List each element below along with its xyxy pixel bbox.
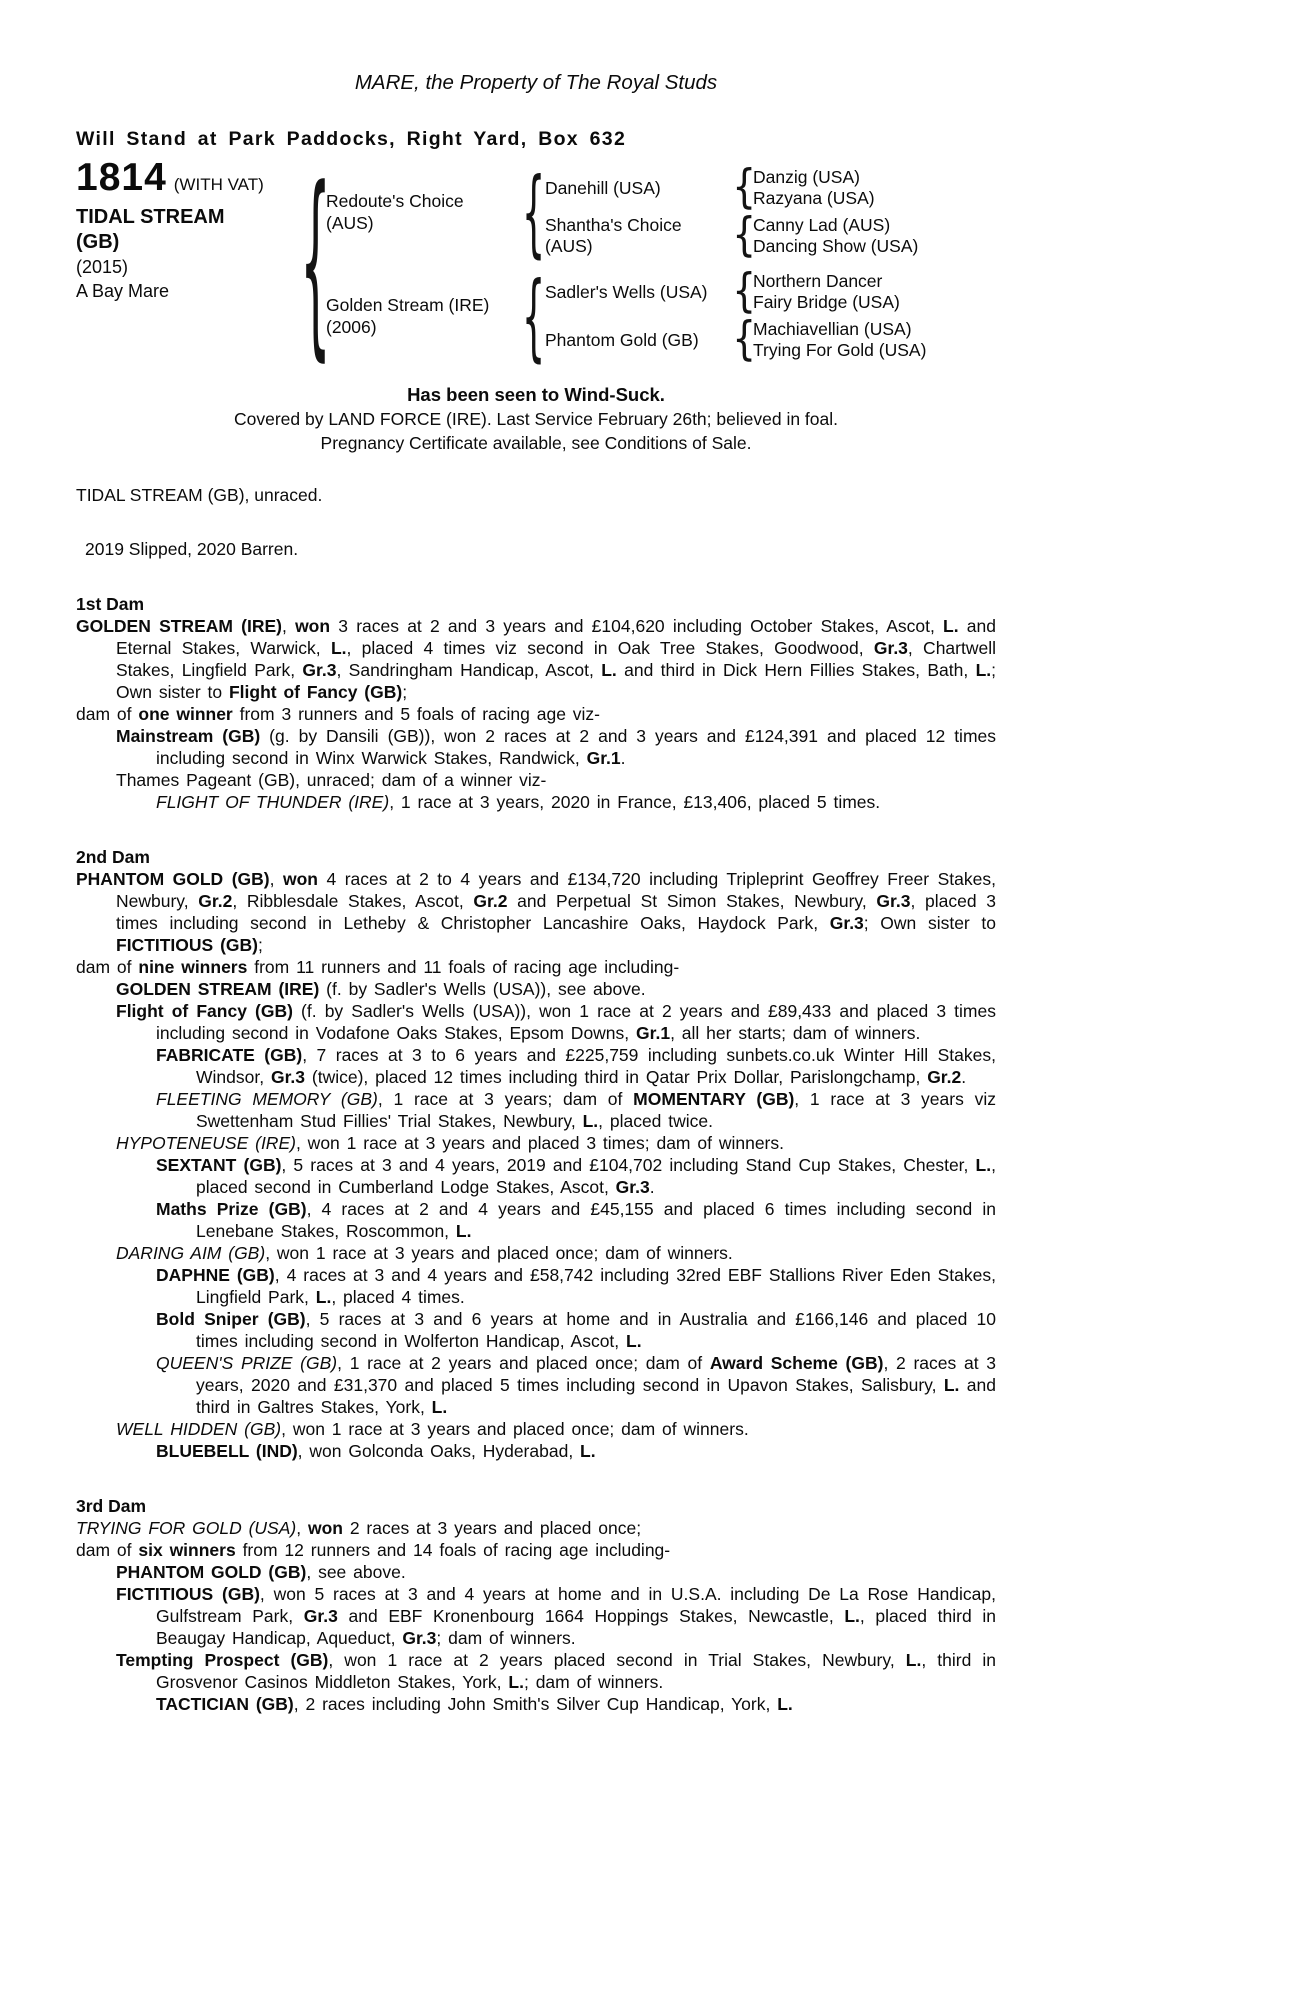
pedigree-paragraph: DAPHNE (GB), 4 races at 3 and 4 years and £58,742 including 32red EBF Stallions River Eden Stakes, Lingfield Park, L., placed 4 times. <box>156 1265 996 1307</box>
sire-grandparents <box>539 162 918 262</box>
pedigree-paragraph: FICTITIOUS (GB), won 5 races at 3 and 4 years at home and in U.S.A. including De La Rose Handicap, Gulfstream Park, Gr.3 and EBF Kronenbourg 1664 Hoppings Stakes, Newcastle, L., placed third in Beaugay Handicap, Aqueduct, Gr.3; dam of winners. <box>116 1584 997 1648</box>
great-grandparent-name: Danzig (USA) <box>753 167 860 187</box>
dam-grandparents <box>539 266 926 366</box>
foaling-year: (2015) <box>76 257 129 277</box>
page-title: MARE, the Property of The Royal Studs <box>354 71 718 94</box>
grandsire-name: Danehill (USA) <box>545 177 661 198</box>
horse-name-line2: (GB) <box>76 231 120 253</box>
damsire-brace: { <box>732 264 757 319</box>
horse-name-line1: TIDAL STREAM <box>76 206 225 228</box>
great-grandparent-name: Machiavellian (USA) <box>753 319 912 339</box>
pedigree-paragraph: BLUEBELL (IND), won Golconda Oaks, Hyderabad, L. <box>156 1441 596 1461</box>
pedigree-paragraph: TACTICIAN (GB), 2 races including John Smith's Silver Cup Handicap, York, L. <box>156 1694 793 1714</box>
sire-name-line2: (AUS) <box>326 213 374 233</box>
pedigree-paragraph: DARING AIM (GB), won 1 race at 3 years and placed once; dam of winners. <box>116 1243 733 1263</box>
race-record: TIDAL STREAM (GB), unraced. <box>76 485 323 505</box>
great-grandparent-name: Trying For Gold (USA) <box>753 340 927 360</box>
grandsire-branch <box>539 160 918 215</box>
great-grandparent-name: Dancing Show (USA) <box>753 236 919 256</box>
lot-number: 1814 <box>76 156 167 199</box>
covering-note: Covered by LAND FORCE (IRE). Last Service February 26th; believed in foal. <box>234 409 838 429</box>
pedigree-paragraph: dam of one winner from 3 runners and 5 foals of racing age viz- <box>76 704 601 724</box>
pedigree-paragraph: SEXTANT (GB), 5 races at 3 and 4 years, 2019 and £104,702 including Stand Cup Stakes, Chester, L., placed second in Cumberland Lodge Stakes, Ascot, Gr.3. <box>156 1155 996 1197</box>
granddam-branch <box>539 312 927 367</box>
pedigree-paragraph: FLIGHT OF THUNDER (IRE), 1 race at 3 years, 2020 in France, £13,406, placed 5 times. <box>156 792 881 812</box>
pedigree-paragraph: Thames Pageant (GB), unraced; dam of a winner viz- <box>116 770 547 790</box>
sire-name <box>320 190 520 234</box>
lot-info <box>76 158 298 303</box>
sire-granddam-branch <box>539 208 919 263</box>
great-grandparent-name: Canny Lad (AUS) <box>753 215 891 235</box>
dam-section-heading: 2nd Dam <box>76 847 150 867</box>
stand-location-line: Will Stand at Park Paddocks, Right Yard, Box 632 <box>76 128 627 150</box>
dam-name-line2: (2006) <box>326 317 377 337</box>
sale-notes <box>76 384 996 454</box>
damsire-branch <box>539 264 926 319</box>
pedigree-paragraph: PHANTOM GOLD (GB), see above. <box>116 1562 406 1582</box>
pedigree-paragraph: Flight of Fancy (GB) (f. by Sadler's Wells (USA)), won 1 race at 2 years and £89,433 and placed 3 times including second in Vodafone Oaks Stakes, Epsom Downs, Gr.1, all her starts; dam of winners. <box>116 1001 996 1043</box>
pedigree-paragraph: HYPOTENEUSE (IRE), won 1 race at 3 years and placed 3 times; dam of winners. <box>116 1133 784 1153</box>
sire-granddam-name: Shantha's Choice (AUS) <box>545 215 682 256</box>
pedigree-paragraph: FLEETING MEMORY (GB), 1 race at 3 years; dam of MOMENTARY (GB), 1 race at 3 years viz Swettenham Stud Fillies' Trial Stakes, Newbury, L., placed twice. <box>156 1089 997 1131</box>
pedigree-paragraph: Maths Prize (GB), 4 races at 2 and 4 years and £45,155 and placed 6 times including second in Lenebane Stakes, Roscommon, L. <box>156 1199 996 1241</box>
sire-name-line1: Redoute's Choice <box>326 191 464 211</box>
great-grandparent-name: Northern Dancer <box>753 271 883 291</box>
grandsire-brace: { <box>732 160 757 215</box>
pedigree-paragraph: TRYING FOR GOLD (USA), won 2 races at 3 years and placed once; <box>76 1518 642 1538</box>
dam-section-heading: 1st Dam <box>76 594 145 614</box>
windsuck-note: Has been seen to Wind-Suck. <box>407 384 665 405</box>
pedigree-paragraph: Mainstream (GB) (g. by Dansili (GB)), won 2 races at 2 and 3 years and £124,391 and placed 12 times including second in Winx Warwick Stakes, Randwick, Gr.1. <box>116 726 997 768</box>
pedigree-paragraph: Bold Sniper (GB), 5 races at 3 and 6 years at home and in Australia and £166,146 and placed 10 times including second in Wolferton Handicap, Ascot, L. <box>156 1309 996 1351</box>
sire-granddam-brace: { <box>732 208 757 263</box>
dam-sections <box>76 593 996 1715</box>
pedigree-paragraph: GOLDEN STREAM (IRE), won 3 races at 2 and 3 years and £104,620 including October Stakes, Ascot, L. and Eternal Stakes, Warwick, L., placed 4 times viz second in Oak Tree Stakes, Goodwood, Gr.3, Chartwell Stakes, Lingfield Park, Gr.3, Sandringham Handicap, Ascot, L. and third in Dick Hern Fillies Stakes, Bath, L.; Own sister to Flight of Fancy (GB); <box>76 616 997 702</box>
granddam-brace: { <box>732 312 757 367</box>
sire-brace: { <box>521 156 546 268</box>
dam-section-heading: 3rd Dam <box>76 1496 147 1516</box>
great-grandparent-name: Razyana (USA) <box>753 188 875 208</box>
colour-sex: A Bay Mare <box>76 281 170 301</box>
pedigree-paragraph: WELL HIDDEN (GB), won 1 race at 3 years and placed once; dam of winners. <box>116 1419 749 1439</box>
pregnancy-note: Pregnancy Certificate available, see Conditions of Sale. <box>320 433 752 453</box>
lot-header <box>76 146 996 382</box>
vat-note: (WITH VAT) <box>173 175 264 194</box>
pedigree-paragraph: Tempting Prospect (GB), won 1 race at 2 years placed second in Trial Stakes, Newbury, L., third in Grosvenor Casinos Middleton Stakes, York, L.; dam of winners. <box>116 1650 996 1692</box>
pedigree-paragraph: FABRICATE (GB), 7 races at 3 to 6 years and £225,759 including sunbets.co.uk Winter Hill Stakes, Windsor, Gr.3 (twice), placed 12 times including third in Qatar Prix Dollar, Parislongchamp, Gr.2. <box>156 1045 996 1087</box>
pedigree-outer-brace: { <box>300 146 331 382</box>
great-grandparent-name: Fairy Bridge (USA) <box>753 292 900 312</box>
pedigree-paragraph: GOLDEN STREAM (IRE) (f. by Sadler's Wells (USA)), see above. <box>116 979 646 999</box>
lot-number-row <box>76 158 298 198</box>
pedigree-parents <box>320 158 926 370</box>
damsire-name: Sadler's Wells (USA) <box>545 281 708 302</box>
pedigree-paragraph: dam of six winners from 12 runners and 14 foals of racing age including- <box>76 1540 671 1560</box>
pedigree-paragraph: dam of nine winners from 11 runners and 11 foals of racing age including- <box>76 957 680 977</box>
dam-name-line1: Golden Stream (IRE) <box>326 295 490 315</box>
dam-branch <box>320 260 927 372</box>
dam-brace: { <box>521 260 546 372</box>
sire-branch <box>320 156 926 268</box>
pedigree-paragraph: QUEEN'S PRIZE (GB), 1 race at 2 years and placed once; dam of Award Scheme (GB), 2 races at 3 years, 2020 and £31,370 and placed 5 times including second in Upavon Stakes, Salisbury, L. and third in Galtres Stakes, York, L. <box>156 1353 996 1417</box>
dam-name <box>320 294 520 338</box>
granddam-name: Phantom Gold (GB) <box>545 329 699 350</box>
pedigree-paragraph: PHANTOM GOLD (GB), won 4 races at 2 to 4 years and £134,720 including Tripleprint Geoffrey Freer Stakes, Newbury, Gr.2, Ribblesdale Stakes, Ascot, Gr.2 and Perpetual St Simon Stakes, Newbury, Gr.3, placed 3 times including second in Letheby & Christopher Lancashire Oaks, Haydock Park, Gr.3; Own sister to FICTITIOUS (GB); <box>76 869 996 955</box>
pedigree-tree <box>298 146 927 382</box>
breeding-record: 2019 Slipped, 2020 Barren. <box>85 539 299 559</box>
